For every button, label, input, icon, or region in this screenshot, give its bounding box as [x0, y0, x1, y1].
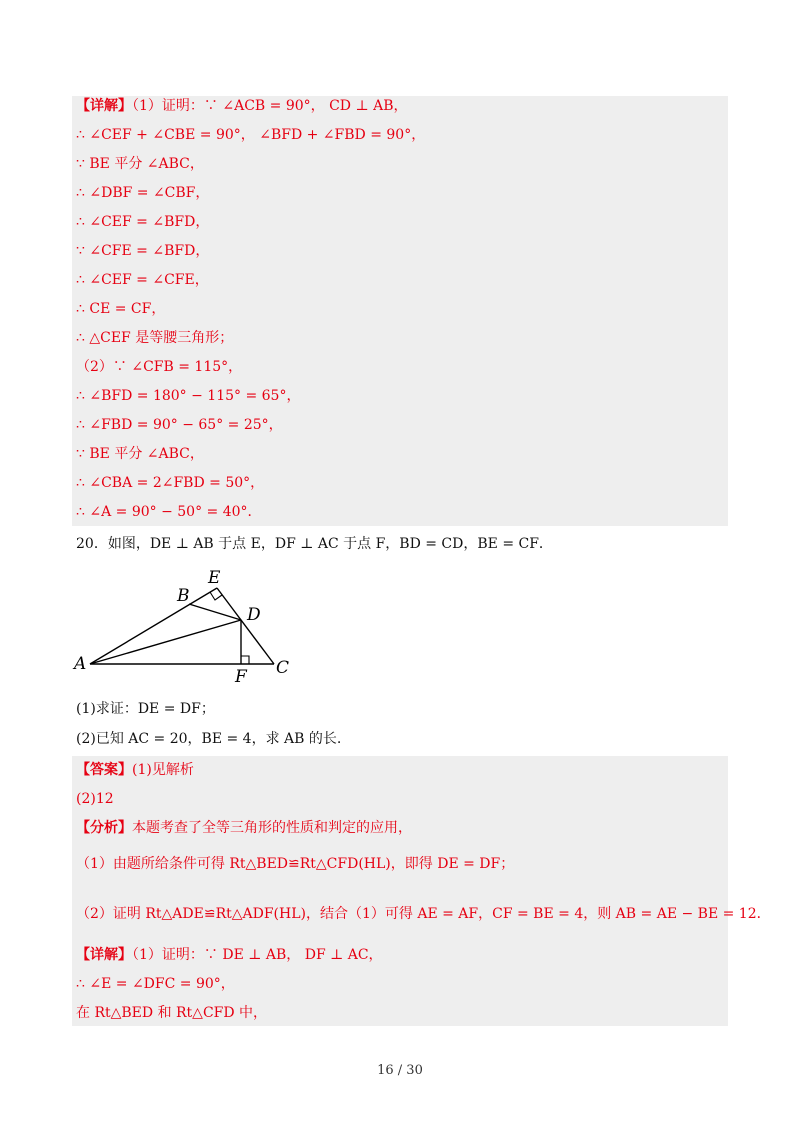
analysis-20-part-2: （2）证明 Rt△ADE≌Rt△ADF(HL)，结合（1）可得 AE = AF，CF = BE = 4，则 AB = AE − BE = 12． [76, 906, 771, 922]
detail-20-line-1: 【详解】（1）证明：∵ DE ⊥ AB， DF ⊥ AC， [76, 947, 383, 963]
solution-19-line-13: ∵ BE 平分 ∠ABC， [76, 446, 204, 462]
detail-tag: 【详解】 [76, 98, 132, 114]
problem-20-question-2: (2)已知 AC = 20，BE = 4，求 AB 的长. [76, 731, 342, 747]
solution-19-line-11: ∴ ∠BFD = 180° − 115° = 65°， [76, 388, 301, 404]
analysis-20-part-1: （1）由题所给条件可得 Rt△BED≌Rt△CFD(HL)，即得 DE = DF； [76, 856, 515, 872]
analysis-20-line: 【分析】本题考查了全等三角形的性质和判定的应用， [76, 820, 412, 836]
segment-AE [90, 588, 217, 664]
solution-19-line-12: ∴ ∠FBD = 90° − 65° = 25°， [76, 417, 283, 433]
right-angle-F [241, 656, 249, 664]
solution-19-line-3: ∵ BE 平分 ∠ABC， [76, 156, 204, 172]
solution-19-line-7: ∴ ∠CEF = ∠CFE， [76, 272, 209, 288]
segment-BD [189, 604, 241, 620]
label-A: A [74, 654, 87, 674]
problem-20-statement: 20．如图，DE ⊥ AB 于点 E，DF ⊥ AC 于点 F，BD = CD，BE = CF． [76, 536, 553, 552]
label-D: D [247, 605, 261, 625]
solution-19-line-15: ∴ ∠A = 90° − 50° = 40°． [76, 504, 262, 520]
label-F: F [235, 667, 247, 685]
label-B: B [177, 586, 190, 606]
problem-20-question-1: (1)求证：DE = DF； [76, 701, 215, 717]
analysis-tag: 【分析】 [76, 820, 132, 836]
label-C: C [276, 658, 290, 678]
segment-EC [217, 588, 274, 664]
page-number: 16 / 30 [377, 1063, 423, 1078]
detail-20-line-2: ∴ ∠E = ∠DFC = 90°， [76, 976, 235, 992]
solution-19-line-9: ∴ △CEF 是等腰三角形； [76, 330, 234, 346]
solution-19-line-8: ∴ CE = CF， [76, 301, 166, 317]
answer-20-line-1: 【答案】(1)见解析 [76, 762, 194, 778]
solution-19-line-5: ∴ ∠CEF = ∠BFD， [76, 214, 210, 230]
solution-19-line-14: ∴ ∠CBA = 2∠FBD = 50°， [76, 475, 265, 491]
solution-19-line-4: ∴ ∠DBF = ∠CBF， [76, 185, 210, 201]
solution-19-line-1: 【详解】（1）证明：∵ ∠ACB = 90°， CD ⊥ AB， [76, 98, 408, 114]
solution-19-line-6: ∵ ∠CFE = ∠BFD， [76, 243, 210, 259]
segment-AD [90, 620, 241, 664]
detail-20-line-3: 在 Rt△BED 和 Rt△CFD 中， [76, 1005, 268, 1021]
geometry-figure [70, 565, 310, 685]
solution-19-line-10: （2）∵ ∠CFB = 115°， [76, 359, 243, 375]
detail-tag-20: 【详解】 [76, 947, 132, 963]
solution-19-line-2: ∴ ∠CEF + ∠CBE = 90°， ∠BFD + ∠FBD = 90°， [76, 127, 426, 143]
label-E: E [208, 568, 221, 588]
answer-tag: 【答案】 [76, 762, 132, 778]
answer-20-line-2: (2)12 [76, 791, 114, 807]
